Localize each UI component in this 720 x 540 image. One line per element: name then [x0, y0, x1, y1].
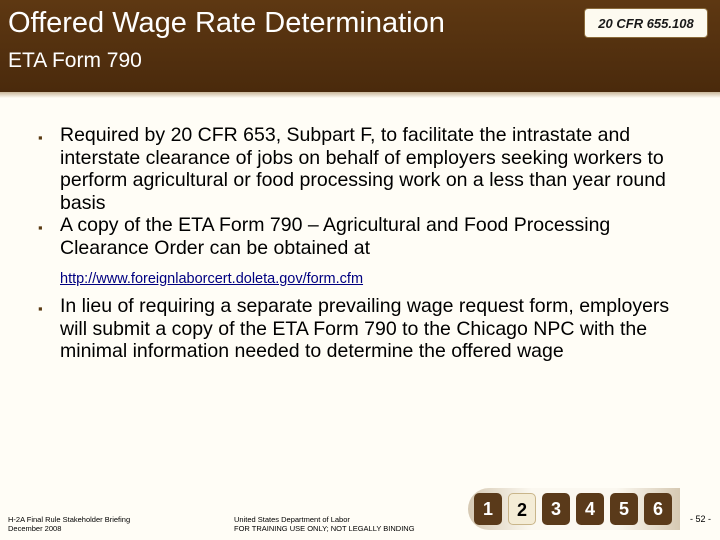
- footer-briefing-title: H-2A Final Rule Stakeholder Briefing: [8, 515, 131, 524]
- bullet-text: Required by 20 CFR 653, Subpart F, to facilitate the intrastate and interstate clearance of jobs on behalf of employers seeking workers to perform agricultural or food processing work on a less than year round basis: [60, 124, 666, 214]
- square-bullet-icon: ▪: [38, 220, 43, 235]
- square-bullet-icon: ▪: [38, 130, 43, 145]
- nav-button-4[interactable]: 4: [576, 493, 604, 525]
- nav-button-1[interactable]: 1: [474, 493, 502, 525]
- form-download-link[interactable]: http://www.foreignlaborcert.doleta.gov/form.cfm: [60, 271, 364, 287]
- nav-button-5[interactable]: 5: [610, 493, 638, 525]
- cfr-reference-badge: 20 CFR 655.108: [584, 8, 708, 38]
- footer-briefing: [8, 515, 130, 533]
- footer-department-name: United States Department of Labor: [234, 515, 350, 524]
- nav-button-6[interactable]: 6: [644, 493, 672, 525]
- slide-header: [0, 0, 720, 92]
- bullet-text: A copy of the ETA Form 790 – Agricultural and Food Processing Clearance Order can be obtained at: [60, 214, 611, 259]
- slide-body: [38, 124, 698, 363]
- slide-title: Offered Wage Rate Determination: [8, 7, 445, 39]
- bullet-item: [38, 124, 698, 214]
- page-number: - 52 -: [690, 514, 712, 524]
- footer-disclaimer: FOR TRAINING USE ONLY; NOT LEGALLY BINDING: [234, 524, 415, 533]
- section-navigation: [468, 488, 680, 530]
- nav-button-3[interactable]: 3: [542, 493, 570, 525]
- header-divider: [0, 92, 720, 98]
- bullet-item: [38, 295, 698, 363]
- form-link-line: [60, 270, 698, 288]
- slide-subtitle: ETA Form 790: [8, 49, 142, 72]
- bullet-text: In lieu of requiring a separate prevailing wage request form, employers will submit a copy of the ETA Form 790 to the Chicago NPC with the minimal information needed to determine the offered wage: [60, 295, 670, 362]
- footer-department: [234, 515, 415, 533]
- bullet-item: [38, 214, 698, 259]
- footer-briefing-date: December 2008: [8, 524, 62, 533]
- square-bullet-icon: ▪: [38, 301, 43, 316]
- nav-button-2[interactable]: 2: [508, 493, 536, 525]
